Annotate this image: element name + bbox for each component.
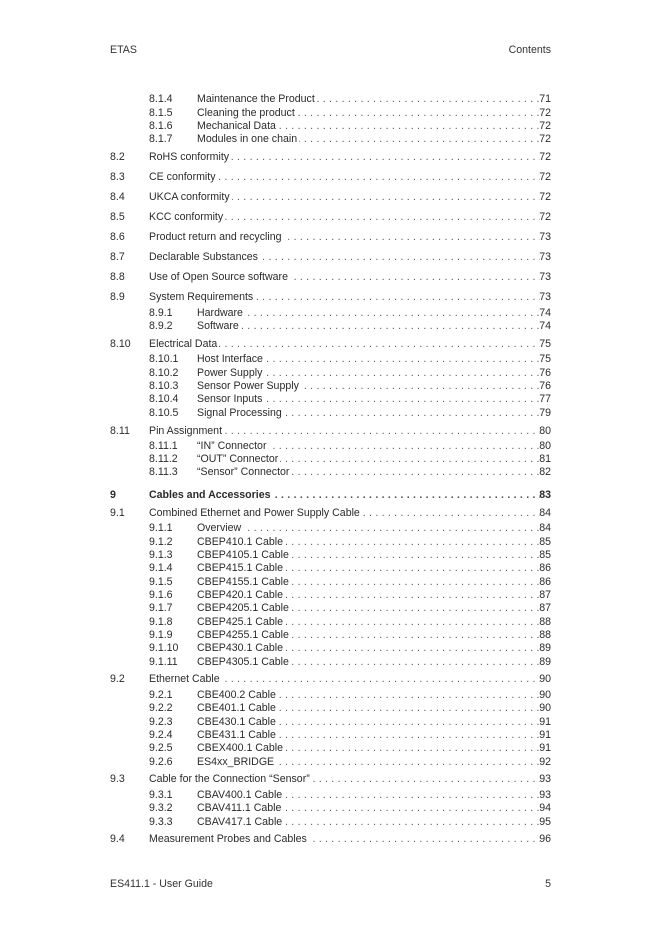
- toc-entry[interactable]: [0, 656, 662, 669]
- toc-entry-number: 8.1.5: [149, 107, 173, 119]
- toc-entry-leader: [197, 133, 540, 146]
- toc-entry[interactable]: [0, 742, 662, 755]
- toc-entry-number: 9.1.5: [149, 576, 173, 588]
- toc-entry-title[interactable]: Sensor Inputs: [197, 393, 263, 405]
- toc-entry-leader: [197, 440, 540, 453]
- toc-entry[interactable]: [0, 716, 662, 729]
- toc-entry-number: 8.11.3: [149, 466, 178, 478]
- toc-entry-title[interactable]: CBAV400.1 Cable: [197, 789, 283, 801]
- toc-entry-page[interactable]: 80: [539, 440, 551, 452]
- toc-entry-title[interactable]: Modules in one chain: [197, 133, 298, 145]
- toc-entry-title[interactable]: Cleaning the product: [197, 107, 295, 119]
- toc-entry-number: 9.3.1: [149, 789, 173, 801]
- toc-entry-number: 8.7: [110, 251, 125, 263]
- toc-entry-number: 9.1.2: [149, 536, 173, 548]
- toc-entry-page[interactable]: 90: [539, 689, 551, 701]
- toc-entry-leader: [197, 756, 540, 769]
- toc-entry-title[interactable]: ES4xx_BRIDGE: [197, 756, 275, 768]
- toc-entry-title[interactable]: Mechanical Data: [197, 120, 276, 132]
- toc-entry-title[interactable]: Overview: [197, 522, 242, 534]
- toc-entry[interactable]: [0, 93, 662, 106]
- toc-entry-title[interactable]: CBEP4155.1 Cable: [197, 576, 289, 588]
- toc-entry-number: 8.11: [110, 425, 130, 437]
- toc-entry[interactable]: [0, 393, 662, 406]
- toc-entry-title[interactable]: CBAV411.1 Cable: [197, 802, 282, 814]
- toc-entry[interactable]: [0, 602, 662, 615]
- toc-entry-title[interactable]: CBE400.2 Cable: [197, 689, 276, 701]
- toc-entry-number: 8.5: [110, 211, 125, 223]
- toc-entry-number: 9.2.3: [149, 716, 173, 728]
- toc-entry-page[interactable]: 74: [539, 307, 551, 319]
- toc-entry[interactable]: [0, 522, 662, 535]
- toc-entry-number: 9.3.3: [149, 816, 173, 828]
- toc-entry-leader: [197, 702, 540, 715]
- toc-entry[interactable]: [0, 307, 662, 320]
- toc-entry-title[interactable]: Pin Assignment: [149, 425, 223, 437]
- toc-entry-title[interactable]: Measurement Probes and Cables: [149, 833, 307, 845]
- toc-entry-leader: [197, 380, 540, 393]
- toc-entry-number: 9.1.11: [149, 656, 178, 668]
- toc-entry-page[interactable]: 95: [539, 816, 551, 828]
- toc-entry[interactable]: [0, 702, 662, 715]
- toc-entry-leader: [197, 549, 540, 562]
- toc-entry-page[interactable]: 75: [539, 353, 551, 365]
- toc-entry-leader: [197, 589, 540, 602]
- toc-entry-page[interactable]: 73: [539, 271, 551, 283]
- toc-entry-title[interactable]: Declarable Substances: [149, 251, 258, 263]
- toc-entry-page[interactable]: 72: [539, 120, 551, 132]
- toc-entry-page[interactable]: 87: [539, 602, 551, 614]
- toc-entry-title[interactable]: RoHS conformity: [149, 151, 230, 163]
- header-company: ETAS: [110, 44, 137, 56]
- toc-entry-leader: [197, 120, 540, 133]
- toc-entry-leader: [197, 602, 540, 615]
- toc-entry-title[interactable]: CBEP4305.1 Cable: [197, 656, 289, 668]
- toc-entry[interactable]: [0, 616, 662, 629]
- toc-entry-leader: [197, 367, 540, 380]
- toc-entry-page[interactable]: 92: [539, 756, 551, 768]
- toc-entry-page[interactable]: 86: [539, 562, 551, 574]
- toc-entry[interactable]: [0, 171, 662, 184]
- toc-entry-number: 9.2.2: [149, 702, 173, 714]
- toc-entry-number: 8.2: [110, 151, 125, 163]
- toc-entry-page[interactable]: 90: [539, 673, 551, 685]
- toc-entry-page[interactable]: 89: [539, 656, 551, 668]
- toc-entry-page[interactable]: 91: [539, 729, 551, 741]
- toc-entry-page[interactable]: 72: [539, 191, 551, 203]
- toc-entry-title[interactable]: Sensor Power Supply: [197, 380, 299, 392]
- toc-entry-number: 8.6: [110, 231, 125, 243]
- toc-entry[interactable]: [0, 291, 662, 304]
- toc-entry[interactable]: [0, 151, 662, 164]
- page-footer: [110, 878, 551, 892]
- toc-entry-number: 8.8: [110, 271, 125, 283]
- toc-entry[interactable]: [0, 816, 662, 829]
- toc-entry-number: 9.1: [110, 507, 125, 519]
- toc-entry-page[interactable]: 77: [539, 393, 551, 405]
- toc-entry-leader: [197, 93, 540, 106]
- toc-entry-leader: [197, 562, 540, 575]
- toc-entry-page[interactable]: 73: [539, 231, 551, 243]
- toc-entry-number: 9.4: [110, 833, 125, 845]
- toc-entry-number: 9: [110, 489, 116, 501]
- toc-entry-leader: [197, 742, 540, 755]
- toc-entry-page[interactable]: 71: [539, 93, 551, 105]
- toc-entry-leader: [149, 211, 540, 224]
- toc-entry-leader: [197, 536, 540, 549]
- toc-entry-leader: [197, 656, 540, 669]
- toc-entry-leader: [197, 307, 540, 320]
- toc-entry-title[interactable]: Cable for the Connection “Sensor”: [149, 773, 310, 785]
- toc-entry-title[interactable]: Signal Processing: [197, 407, 282, 419]
- toc-entry[interactable]: [0, 756, 662, 769]
- toc-entry-leader: [197, 522, 540, 535]
- toc-entry-leader: [197, 107, 540, 120]
- toc-entry-leader: [197, 729, 540, 742]
- toc-entry-title[interactable]: Host Interface: [197, 353, 263, 365]
- toc-entry-number: 8.11.2: [149, 453, 178, 465]
- toc-entry-page[interactable]: 72: [539, 211, 551, 223]
- toc-entry-page[interactable]: 96: [539, 833, 551, 845]
- toc-entry-number: 9.2.4: [149, 729, 173, 741]
- toc-entry-number: 9.2.1: [149, 689, 173, 701]
- toc-entry[interactable]: [0, 191, 662, 204]
- toc-entry-page[interactable]: 90: [539, 702, 551, 714]
- toc-entry-title[interactable]: CBEP4205.1 Cable: [197, 602, 289, 614]
- toc-entry-title[interactable]: “IN” Connector: [197, 440, 267, 452]
- toc-entry-page[interactable]: 91: [539, 742, 551, 754]
- toc-entry-page[interactable]: 74: [539, 320, 551, 332]
- toc-entry-title[interactable]: CBE430.1 Cable: [197, 716, 276, 728]
- toc-entry-page[interactable]: 85: [539, 536, 551, 548]
- toc-entry-page[interactable]: 76: [539, 380, 551, 392]
- toc-entry-number: 9.1.9: [149, 629, 173, 641]
- toc-entry-leader: [149, 231, 540, 244]
- toc-entry-number: 9.1.10: [149, 642, 179, 654]
- toc-entry[interactable]: [0, 367, 662, 380]
- footer-page-number: 5: [545, 878, 551, 890]
- toc-entry[interactable]: [0, 689, 662, 702]
- toc-entry-title[interactable]: CBEP425.1 Cable: [197, 616, 283, 628]
- toc-entry-leader: [197, 789, 540, 802]
- toc-entry-page[interactable]: 86: [539, 576, 551, 588]
- toc-entry-number: 8.9.2: [149, 320, 173, 332]
- toc-entry-title[interactable]: “Sensor” Connector: [197, 466, 290, 478]
- toc-entry[interactable]: [0, 271, 662, 284]
- toc-entry-title[interactable]: Power Supply: [197, 367, 263, 379]
- toc-entry-page[interactable]: 88: [539, 616, 551, 628]
- toc-entry-number: 8.10.1: [149, 353, 179, 365]
- toc-entry-number: 9.1.8: [149, 616, 173, 628]
- toc-entry-title[interactable]: Electrical Data: [149, 338, 218, 350]
- toc-entry[interactable]: [0, 789, 662, 802]
- toc-entry-leader: [197, 716, 540, 729]
- toc-entry-title[interactable]: CBEP410.1 Cable: [197, 536, 283, 548]
- toc-entry-title[interactable]: CBE431.1 Cable: [197, 729, 276, 741]
- footer-doc-title: ES411.1 - User Guide: [110, 878, 213, 890]
- toc-entry-leader: [149, 151, 540, 164]
- toc-entry-title[interactable]: Hardware: [197, 307, 243, 319]
- toc-entry-page[interactable]: 82: [539, 466, 551, 478]
- toc-entry-number: 9.2.6: [149, 756, 173, 768]
- toc-entry-page[interactable]: 76: [539, 367, 551, 379]
- toc-entry-page[interactable]: 72: [539, 171, 551, 183]
- toc-entry[interactable]: [0, 453, 662, 466]
- toc-entry-page[interactable]: 93: [539, 773, 551, 785]
- toc-entry-title[interactable]: CBEP4105.1 Cable: [197, 549, 289, 561]
- toc-entry[interactable]: [0, 120, 662, 133]
- toc-entry-title[interactable]: CE conformity: [149, 171, 216, 183]
- toc-entry-number: 9.3.2: [149, 802, 173, 814]
- toc-entry-leader: [149, 489, 540, 502]
- toc-entry-page[interactable]: 84: [539, 507, 551, 519]
- toc-entry[interactable]: [0, 773, 662, 786]
- toc-entry-leader: [197, 320, 540, 333]
- toc-entry-leader: [149, 673, 540, 686]
- toc-entry-number: 8.4: [110, 191, 125, 203]
- toc-entry-page[interactable]: 72: [539, 133, 551, 145]
- toc-entry[interactable]: [0, 211, 662, 224]
- toc-entry-number: 8.9.1: [149, 307, 173, 319]
- toc-entry[interactable]: [0, 440, 662, 453]
- toc-entry-leader: [149, 425, 540, 438]
- toc-entry[interactable]: [0, 673, 662, 686]
- toc-entry[interactable]: [0, 562, 662, 575]
- toc-entry[interactable]: [0, 729, 662, 742]
- toc-entry-page[interactable]: 81: [539, 453, 551, 465]
- toc-entry-title[interactable]: Ethernet Cable: [149, 673, 220, 685]
- toc-entry[interactable]: [0, 107, 662, 120]
- toc-entry[interactable]: [0, 231, 662, 244]
- toc-entry-leader: [197, 802, 540, 815]
- toc-entry-number: 8.3: [110, 171, 125, 183]
- toc-entry-title[interactable]: UKCA conformity: [149, 191, 230, 203]
- toc-entry-leader: [149, 251, 540, 264]
- toc-entry-title[interactable]: “OUT” Connector: [197, 453, 279, 465]
- toc-entry[interactable]: [0, 833, 662, 846]
- toc-entry[interactable]: [0, 576, 662, 589]
- toc-entry-page[interactable]: 83: [539, 489, 551, 501]
- toc-entry-leader: [197, 353, 540, 366]
- toc-entry[interactable]: [0, 466, 662, 479]
- toc-entry-leader: [149, 291, 540, 304]
- toc-entry[interactable]: [0, 133, 662, 146]
- toc-entry-title[interactable]: KCC conformity: [149, 211, 224, 223]
- toc-entry-page[interactable]: 91: [539, 716, 551, 728]
- toc-entry-title[interactable]: Maintenance the Product: [197, 93, 315, 105]
- toc-entry-page[interactable]: 94: [539, 802, 551, 814]
- toc-entry-leader: [197, 393, 540, 406]
- toc-entry-title[interactable]: Cables and Accessories: [149, 489, 271, 501]
- toc-entry-page[interactable]: 80: [539, 425, 551, 437]
- toc-entry-leader: [149, 191, 540, 204]
- toc-entry-number: 9.1.7: [149, 602, 173, 614]
- toc-entry-page[interactable]: 73: [539, 251, 551, 263]
- toc-entry-title[interactable]: CBEP415.1 Cable: [197, 562, 283, 574]
- toc-entry[interactable]: [0, 338, 662, 351]
- toc-entry-number: 9.3: [110, 773, 125, 785]
- toc-entry-title[interactable]: CBEP420.1 Cable: [197, 589, 283, 601]
- toc-entry-number: 8.9: [110, 291, 125, 303]
- toc-entry[interactable]: [0, 629, 662, 642]
- toc-entry-leader: [149, 338, 540, 351]
- toc-entry-leader: [149, 507, 540, 520]
- toc-entry-leader: [197, 816, 540, 829]
- toc-entry-number: 9.1.4: [149, 562, 173, 574]
- toc-entry[interactable]: [0, 536, 662, 549]
- toc-entry[interactable]: [0, 642, 662, 655]
- toc-entry-title[interactable]: Use of Open Source software: [149, 271, 288, 283]
- toc-entry-page[interactable]: 84: [539, 522, 551, 534]
- toc-entry-leader: [197, 576, 540, 589]
- toc-entry-number: 9.2: [110, 673, 125, 685]
- toc-entry-number: 9.1.3: [149, 549, 173, 561]
- toc-entry-number: 8.10.2: [149, 367, 179, 379]
- toc-entry-leader: [197, 466, 540, 479]
- toc-entry-page[interactable]: 85: [539, 549, 551, 561]
- toc-entry-number: 9.1.6: [149, 589, 173, 601]
- toc-entry-number: 8.10: [110, 338, 131, 350]
- toc-entry-number: 9.2.5: [149, 742, 173, 754]
- toc-entry-number: 8.1.4: [149, 93, 173, 105]
- toc-entry-leader: [149, 773, 540, 786]
- toc-entry-title[interactable]: CBEX400.1 Cable: [197, 742, 283, 754]
- toc-entry[interactable]: [0, 489, 662, 502]
- toc-entry-number: 8.1.6: [149, 120, 173, 132]
- toc-entry-leader: [197, 616, 540, 629]
- toc-entry-page[interactable]: 93: [539, 789, 551, 801]
- toc-entry[interactable]: [0, 425, 662, 438]
- toc-entry-page[interactable]: 75: [539, 338, 551, 350]
- toc-entry[interactable]: [0, 353, 662, 366]
- toc-entry[interactable]: [0, 380, 662, 393]
- toc-entry[interactable]: [0, 320, 662, 333]
- toc-entry-title[interactable]: Combined Ethernet and Power Supply Cable: [149, 507, 360, 519]
- toc-entry[interactable]: [0, 802, 662, 815]
- toc-entry[interactable]: [0, 549, 662, 562]
- toc-entry-leader: [197, 453, 540, 466]
- toc-entry-number: 8.10.3: [149, 380, 179, 392]
- toc-entry[interactable]: [0, 507, 662, 520]
- toc-entry-leader: [149, 171, 540, 184]
- toc-entry-number: 8.11.1: [149, 440, 178, 452]
- toc-entry-title[interactable]: CBEP430.1 Cable: [197, 642, 283, 654]
- toc-entry-leader: [149, 271, 540, 284]
- toc-entry-page[interactable]: 72: [539, 151, 551, 163]
- toc-entry-leader: [197, 642, 540, 655]
- header-section: Contents: [508, 44, 551, 56]
- toc-entry-title[interactable]: CBEP4255.1 Cable: [197, 629, 289, 641]
- toc-entry-leader: [197, 689, 540, 702]
- toc-entry-page[interactable]: 87: [539, 589, 551, 601]
- toc-entry-number: 9.1.1: [149, 522, 173, 534]
- toc-entry-title[interactable]: Software: [197, 320, 239, 332]
- toc-entry-page[interactable]: 89: [539, 642, 551, 654]
- toc-entry-leader: [149, 833, 540, 846]
- toc-entry[interactable]: [0, 251, 662, 264]
- toc-entry-number: 8.1.7: [149, 133, 173, 145]
- toc-entry-number: 8.10.4: [149, 393, 179, 405]
- toc-entry-number: 8.10.5: [149, 407, 179, 419]
- toc-entry-title[interactable]: System Requirements: [149, 291, 254, 303]
- toc-entry-title[interactable]: CBE401.1 Cable: [197, 702, 276, 714]
- toc-entry-page[interactable]: 72: [539, 107, 551, 119]
- toc-entry[interactable]: [0, 407, 662, 420]
- toc-entry-page[interactable]: 88: [539, 629, 551, 641]
- toc-entry[interactable]: [0, 589, 662, 602]
- toc-entry-title[interactable]: Product return and recycling: [149, 231, 282, 243]
- toc-entry-leader: [197, 407, 540, 420]
- toc-entry-leader: [197, 629, 540, 642]
- toc-entry-title[interactable]: CBAV417.1 Cable: [197, 816, 283, 828]
- toc-entry-page[interactable]: 73: [539, 291, 551, 303]
- toc-entry-page[interactable]: 79: [539, 407, 551, 419]
